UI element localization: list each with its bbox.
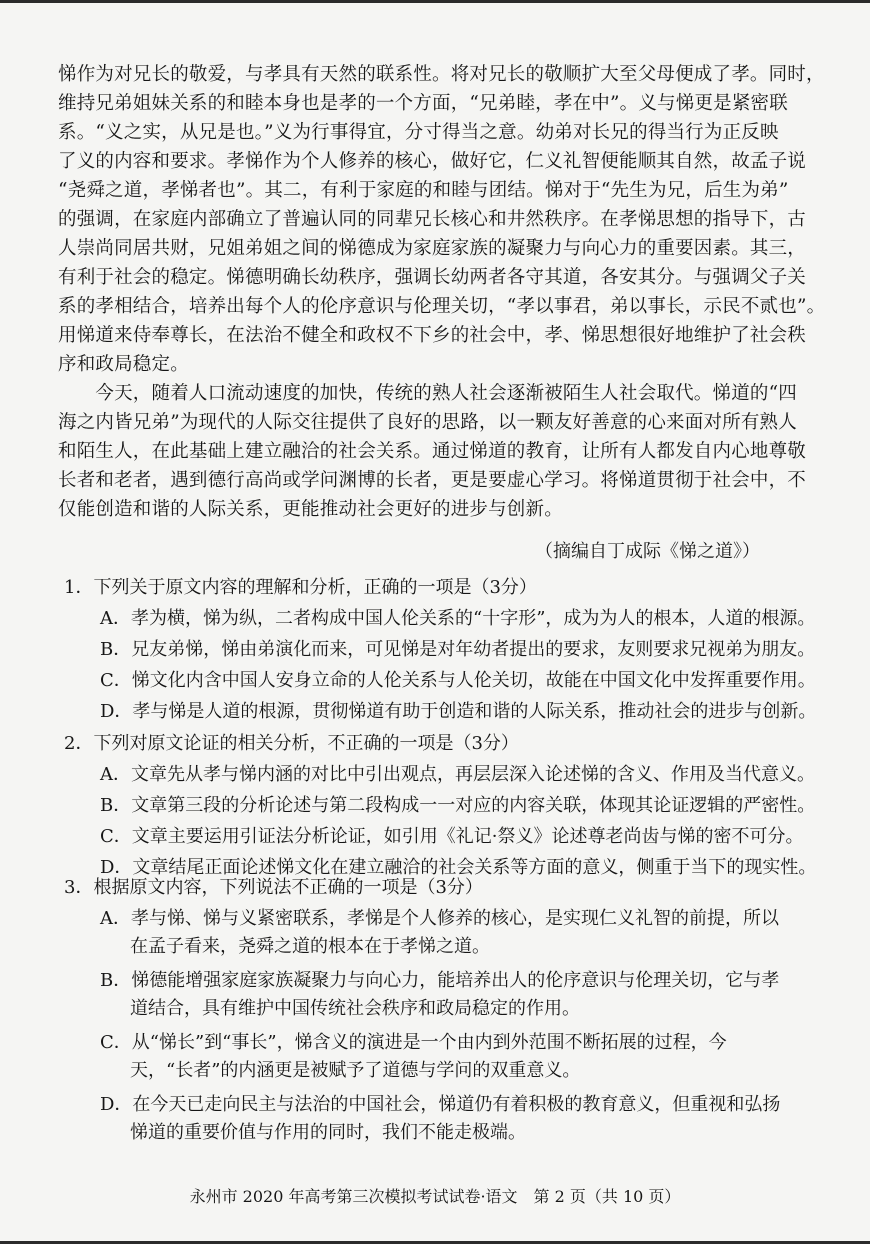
scan-top-edge [0,0,870,3]
option-line: D．在今天已走向民主与法治的中国社会，悌道仍有着积极的教育意义，但重视和弘扬 [100,1094,781,1115]
option-line: 天，“长者”的内涵更是被赋予了道德与学问的双重意义。 [130,1060,581,1081]
option-line: B．悌德能增强家庭家族凝聚力与向心力，能培养出人的伦序意识与伦理关切，它与孝 [100,970,780,991]
option-c: C．文章主要运用引证法分析论证，如引用《礼记·祭义》论述尊老尚齿与悌的密不可分。 [100,826,804,847]
option-b: B．文章第三段的分析论述与第二段构成一一对应的内容关联，体现其论证逻辑的严密性。 [100,795,816,816]
passage-line: 海之内皆兄弟”为现代的人际交往提供了良好的思路，以一颗友好善意的心来面对所有熟人 [58,412,797,433]
question-stem: 1．下列关于原文内容的理解和分析，正确的一项是（3分） [64,577,537,598]
passage-line: 系。“义之实，从兄是也。”义为行事得宜，分寸得当之意。幼弟对长兄的得当行为正反映 [58,122,779,143]
question-stem: 3．根据原文内容，下列说法不正确的一项是（3分） [64,877,483,898]
option-line: C．从“悌长”到“事长”，悌含义的演进是一个由内到外范围不断拓展的过程，今 [100,1032,727,1053]
option-line: 悌道的重要价值与作用的同时，我们不能走极端。 [130,1122,526,1143]
passage-line: 仅能创造和谐的人际关系，更能推动社会更好的进步与创新。 [58,499,563,520]
question-1 [64,574,817,729]
passage-line: 悌作为对兄长的敬爱，与孝具有天然的联系性。将对兄长的敬顺扩大至父母便成了孝。同时， [58,64,825,85]
option-line: 道结合，具有维护中国传统社会秩序和政局稳定的作用。 [130,998,580,1019]
passage-source: （摘编自丁成际《悌之道》） [535,541,760,562]
passage-line: 和陌生人，在此基础上建立融洽的社会关系。通过悌道的教育，让所有人都发自内心地尊敬 [58,441,807,462]
passage-line: 的强调，在家庭内部确立了普遍认同的同辈兄长核心和井然秩序。在孝悌思想的指导下，古 [58,209,807,230]
passage-line: 了义的内容和要求。孝悌作为个人修养的核心，做好它，仁义礼智便能顺其自然，故孟子说 [58,151,807,172]
passage-line: 系的孝相结合，培养出每个人的伦序意识与伦理关切，“孝以事君，弟以事长，示民不贰也”。 [58,296,826,317]
passage-line: 用悌道来侍奉尊长，在法治不健全和政权不下乡的社会中，孝、悌思想很好地维护了社会秩 [58,325,807,346]
option-a [64,905,804,961]
option-d [64,1091,804,1147]
option-line: A．孝与悌、悌与义紧密联系，孝悌是个人修养的核心，是实现仁义礼智的前提，所以 [100,908,779,929]
option-c: C．悌文化内含中国人安身立命的人伦关系与人伦关切，故能在中国文化中发挥重要作用。 [100,670,816,691]
page-footer: 永州市 2020 年高考第三次模拟考试试卷·语文 第 2 页（共 10 页） [189,1187,681,1206]
passage-line: 人崇尚同居共财，兄姐弟姐之间的悌德成为家庭家族的凝聚力与向心力的重要因素。其三， [58,238,807,259]
question-stem: 2．下列对原文论证的相关分析，不正确的一项是（3分） [64,733,519,754]
passage-line: 序和政局稳定。 [58,354,189,375]
option-b [64,967,804,1023]
passage-line: “尧舜之道，孝悌者也”。其二，有利于家庭的和睦与团结。悌对于“先生为兄，后生为弟” [58,180,789,201]
option-d: D．文章结尾正面论述悌文化在建立融洽的社会关系等方面的意义，侧重于当下的现实性。 [100,857,817,878]
reading-passage [58,60,826,524]
option-a: A．文章先从孝与悌内涵的对比中引出观点，再层层深入论述悌的含义、作用及当代意义。 [100,764,815,785]
option-a: A．孝为横，悌为纵，二者构成中国人伦关系的“十字形”，成为为人的根本，人道的根源。 [100,608,816,629]
passage-line: 今天，随着人口流动速度的加快，传统的熟人社会逐渐被陌生人社会取代。悌道的“四 [58,383,797,404]
question-3 [64,874,804,1153]
passage-line: 有利于社会的稳定。悌德明确长幼秩序，强调长幼两者各守其道，各安其分。与强调父子关 [58,267,807,288]
question-2 [64,730,817,885]
option-line: 在孟子看来，尧舜之道的根本在于孝悌之道。 [130,936,490,957]
option-c [64,1029,804,1085]
passage-line: 维持兄弟姐妹关系的和睦本身也是孝的一个方面，“兄弟睦，孝在中”。义与悌更是紧密联 [58,93,788,114]
option-d: D．孝与悌是人道的根源，贯彻悌道有助于创造和谐的人际关系，推动社会的进步与创新。 [100,701,817,722]
option-b: B．兄友弟悌，悌由弟演化而来，可见悌是对年幼者提出的要求，友则要求兄视弟为朋友。 [100,639,816,660]
passage-line: 长者和老者，遇到德行高尚或学问渊博的长者，更是要虚心学习。将悌道贯彻于社会中，不 [58,470,807,491]
